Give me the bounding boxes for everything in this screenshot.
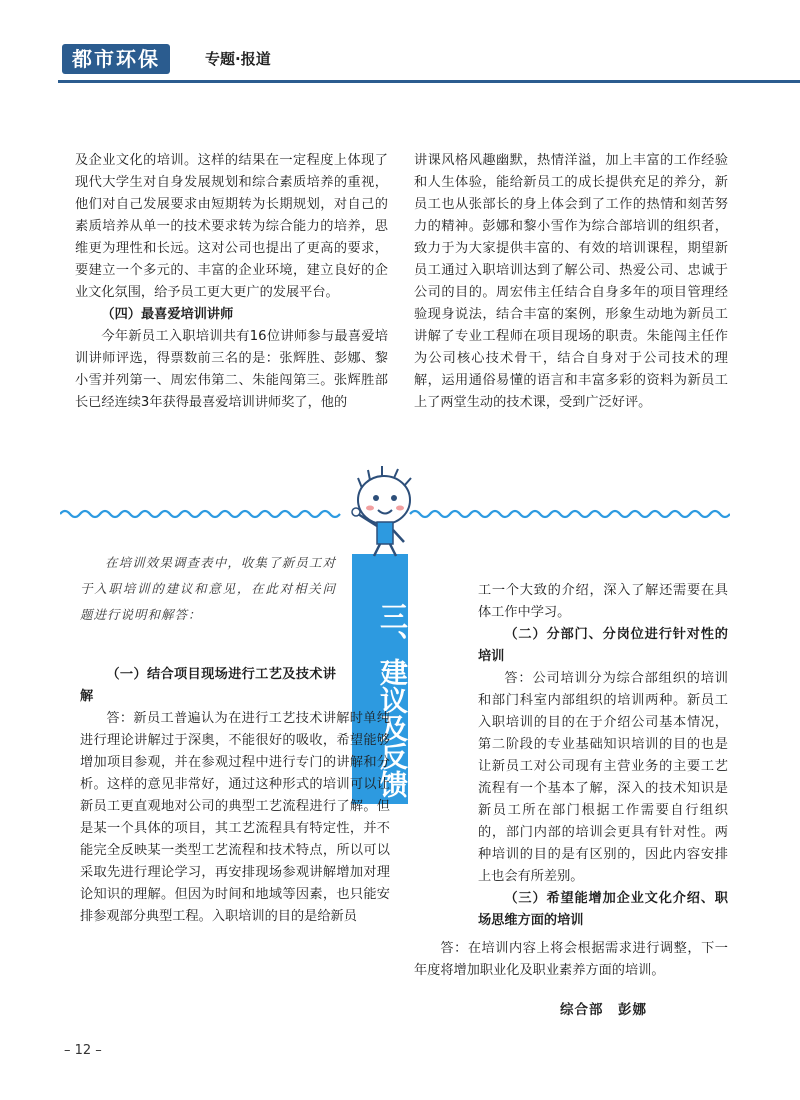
magazine-logo: 都市环保 (62, 44, 170, 74)
page-number: – 12 – (64, 1043, 102, 1058)
section-label: 专题·报道 (205, 50, 271, 68)
mascot-illustration (344, 464, 420, 560)
section-title: 三、建议及反馈 (376, 602, 409, 798)
paragraph: 今年新员工入职培训共有16位讲师参与最喜爱培训讲师评选，得票数前三名的是：张辉胜、彭娜、黎小雪并列第一、周宏伟第二、朱能闯第三。张辉胜部长已经连续3年获得最喜爱培训讲师奖了，他的 (75, 329, 388, 410)
spacer (80, 628, 336, 664)
page-header (0, 40, 800, 84)
subheading: （一）结合项目现场进行工艺及技术讲解 (80, 667, 336, 704)
paragraph: 答：新员工普遍认为在进行工艺技术讲解时单纯进行理论讲解过于深奥，不能很好的吸收，希望能够增加项目参观，并在参观过程中进行专门的讲解和分析。这样的意见非常好，通过这种形式的培训可以让新员工更直观地对公司的典型工艺流程进行了解。但是某一个具体的项目，其工艺流程具有特定性，并不能完全反映某一类型工艺流程和技术特点，所以可以采取先进行理论学习，再安排现场参观讲解增加对理论知识的理解。但因为时间和地域等因素，也只能安排参观部分典型工程。入职培训的目的是给新员 (80, 711, 390, 924)
lower-right-answer (414, 938, 728, 982)
upper-left-column (75, 150, 388, 414)
paragraph: 及企业文化的培训。这样的结果在一定程度上体现了现代大学生对自身发展规划和综合素质培养的重视，他们对自己发展要求由短期转为长期规划，对自己的素质培养从单一的技术要求转为综合能力的培养，思维更为理性和长远。这对公司也提出了更高的要求，要建立一个多元的、丰富的企业环境，建立良好的企业文化氛围，给予员工更大更广的发展平台。 (75, 153, 388, 300)
upper-right-column (414, 150, 728, 414)
author-signature: 综合部 彭娜 (560, 1002, 647, 1018)
header-rule (58, 80, 800, 83)
lower-right-column (478, 580, 728, 932)
subheading: （二）分部门、分岗位进行针对性的培训 (478, 627, 728, 664)
paragraph: 答：在培训内容上将会根据需求进行调整，下一年度将增加职业化及职业素养方面的培训。 (414, 941, 728, 978)
paragraph: 工一个大致的介绍，深入了解还需要在具体工作中学习。 (478, 583, 728, 620)
paragraph: 答：公司培训分为综合部组织的培训和部门科室内部组织的培训两种。新员工入职培训的目的在于介绍公司基本情况，第二阶段的专业基础知识培训的目的也是让新员工对公司现有主营业务的主要工艺流程有一个基本了解，深入的技术知识是新员工所在部门根据工作需要自行组织的，部门内部的培训会更具有针对性。两种培训的目的是有区别的，因此内容安排上也会有所差别。 (478, 671, 728, 884)
subheading: （四）最喜爱培训讲师 (101, 307, 234, 322)
paragraph: 讲课风格风趣幽默，热情洋溢，加上丰富的工作经验和人生体验，能给新员工的成长提供充足的养分，新员工也从张部长的身上体会到了工作的热情和刻苦努力的精神。彭娜和黎小雪作为综合部培训的组织者，致力于为大家提供丰富的、有效的培训课程，期望新员工通过入职培训达到了解公司、热爱公司、忠诚于公司的目的。周宏伟主任结合自身多年的项目管理经验现身说法，结合丰富的案例，形象生动地为新员工讲解了专业工程师在项目现场的职责。朱能闯主任作为公司核心技术骨干，结合自身对于公司技术的理解，运用通俗易懂的语言和丰富多彩的资料为新员工上了两堂生动的技术课，受到广泛好评。 (414, 153, 728, 410)
lower-left-column (80, 550, 390, 928)
intro-paragraph: 在培训效果调查表中，收集了新员工对于入职培训的建议和意见，在此对相关问题进行说明和解答： (80, 555, 336, 622)
subheading: （三）希望能增加企业文化介绍、职场思维方面的培训 (478, 891, 728, 928)
